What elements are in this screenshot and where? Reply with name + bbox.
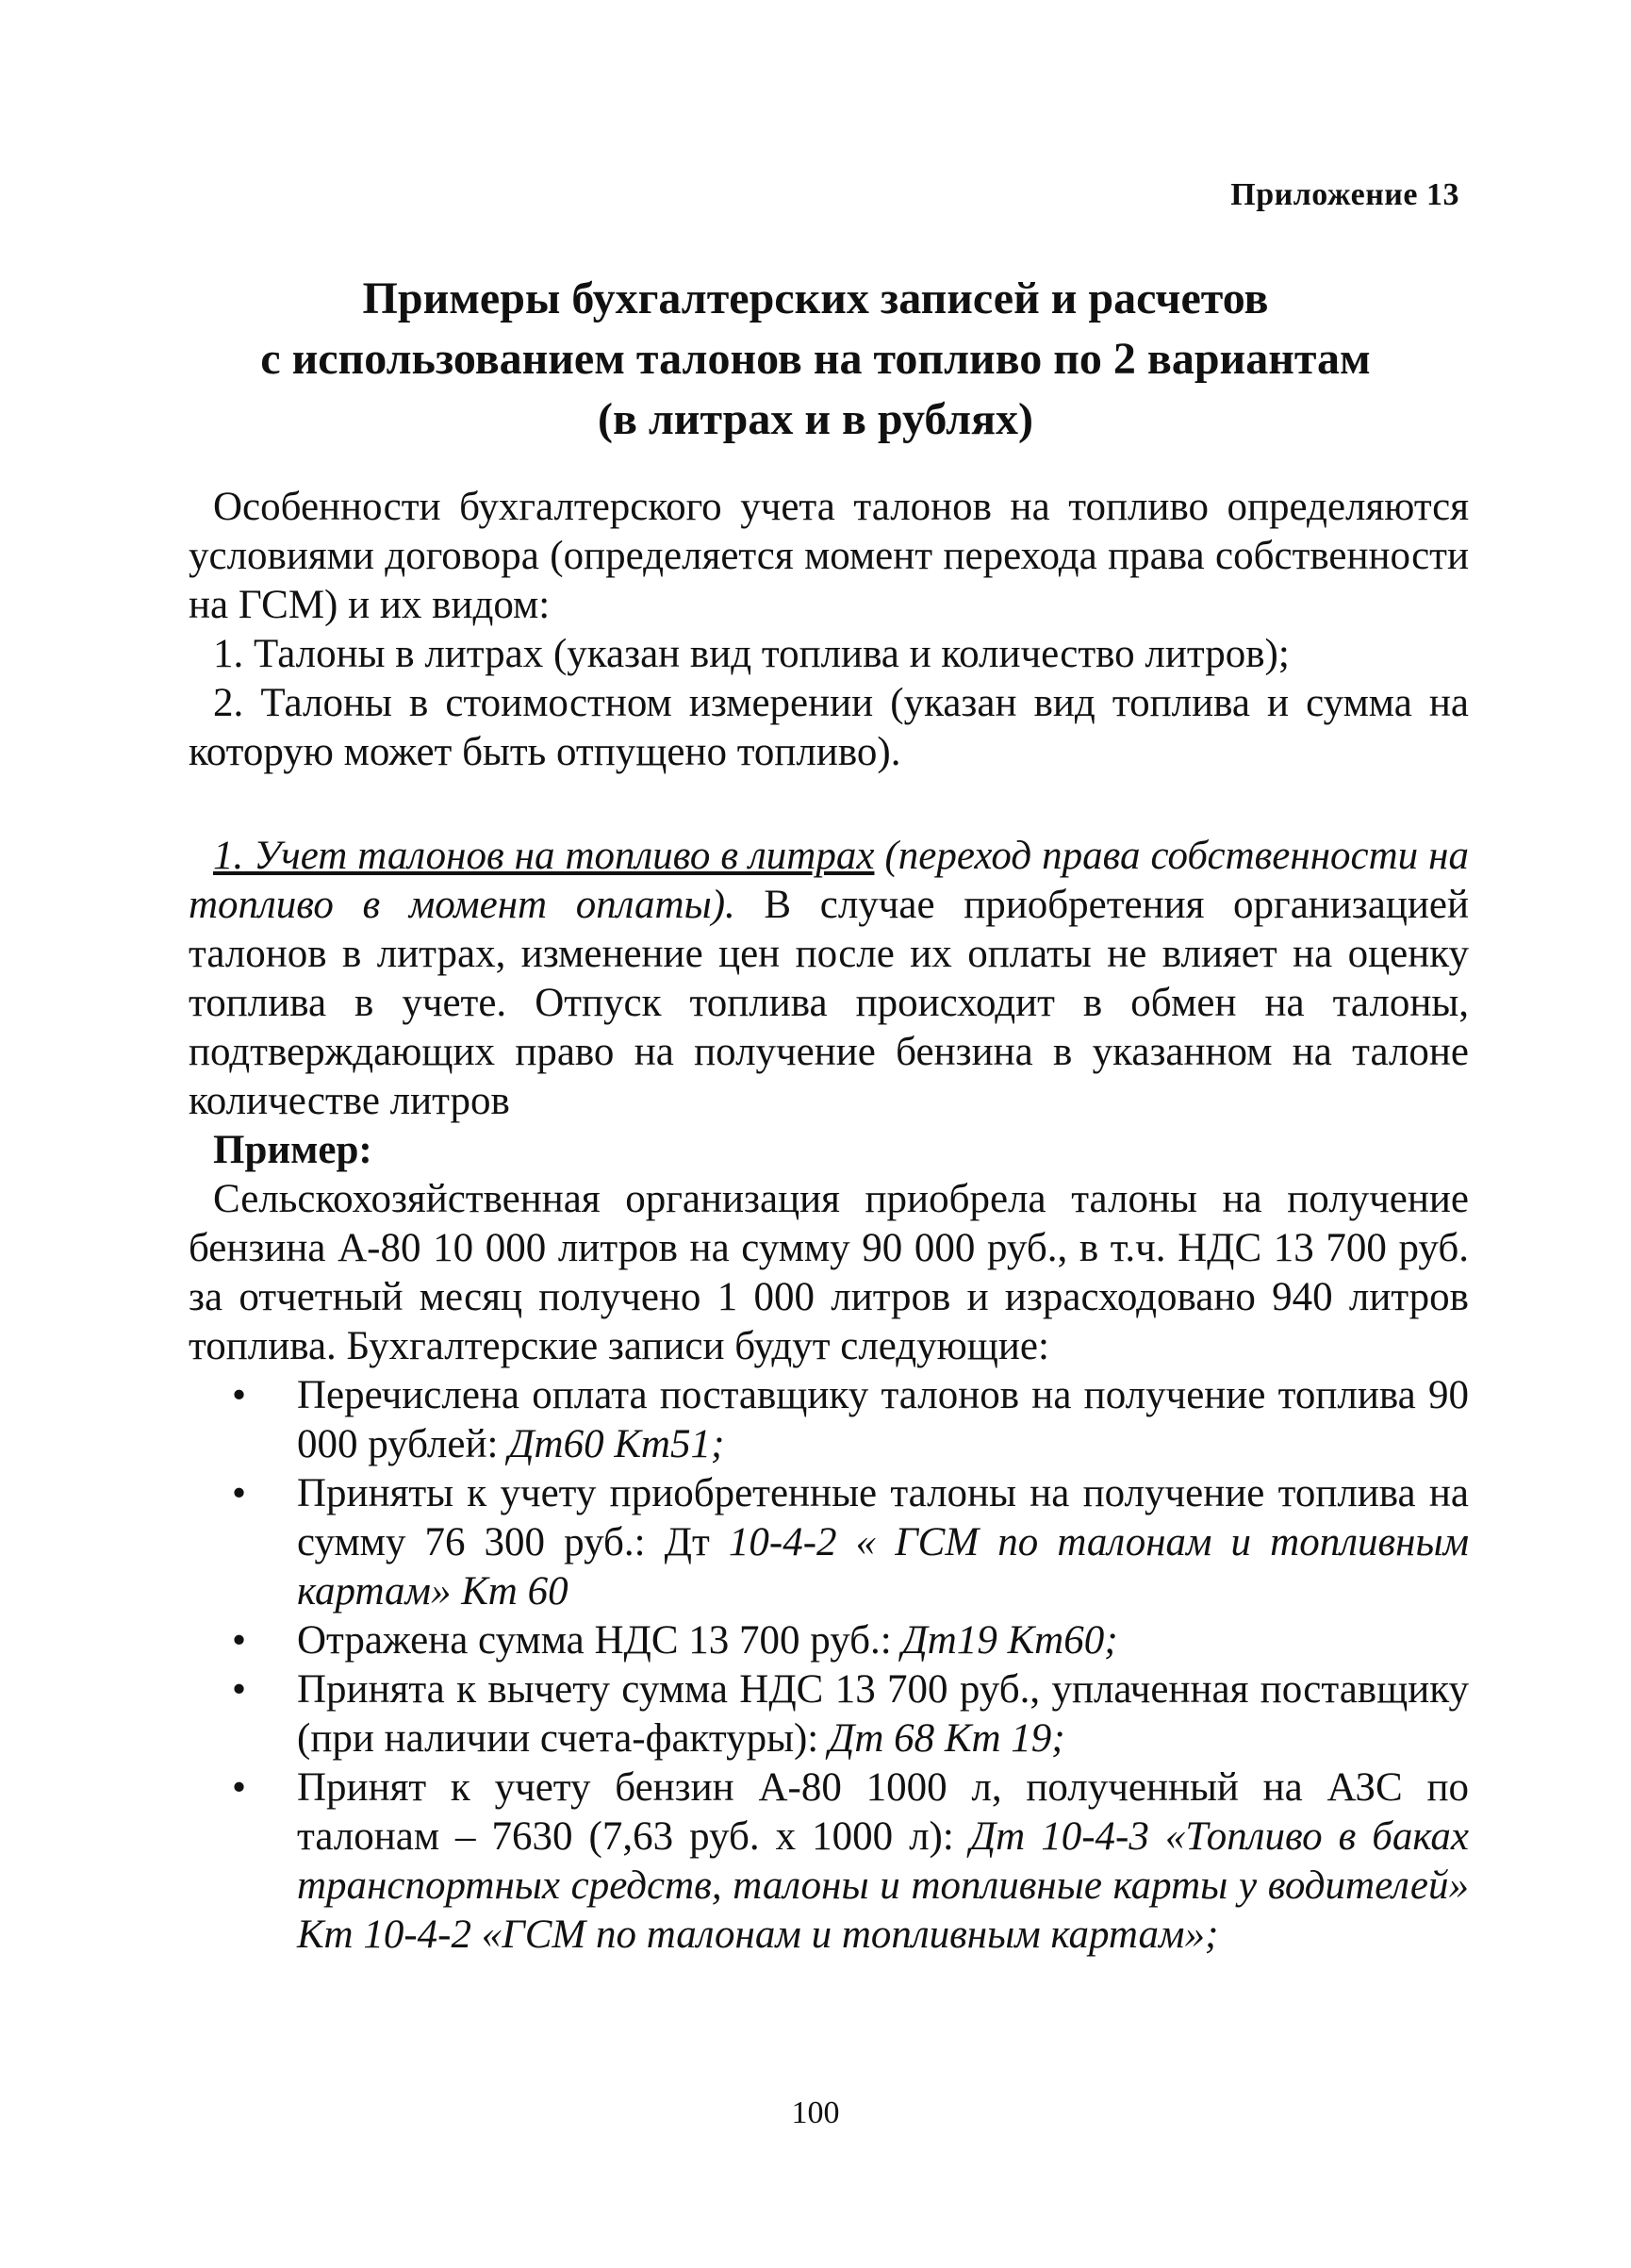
title-line-3: (в литрах и в рублях): [597, 394, 1034, 444]
entry-item: [189, 1763, 1469, 1960]
title-line-2: с использованием талонов на топливо по 2 вариантам: [260, 334, 1371, 384]
entry-text: Принят к учету бензин А-80 1000 л, полученный на АЗС по талонам – 7630 (7,63 руб. х 1000 л):: [297, 1765, 1469, 1859]
title-line-1: Примеры бухгалтерских записей и расчетов: [362, 273, 1269, 323]
bullet-icon: •: [232, 1667, 247, 1712]
bullet-icon: •: [232, 1618, 247, 1663]
entry-text: Приняты к учету приобретенные талоны на получение топлива на сумму 76 300 руб.: Дт: [297, 1471, 1469, 1564]
entry-text: Отражена сумма НДС 13 700 руб.:: [297, 1618, 902, 1663]
entry-item: [189, 1616, 1469, 1665]
entry-posting: 10-4-2 « ГСМ по талонам и топливным картам» Кт 60: [297, 1520, 1470, 1614]
example-text: Сельскохозяйственная организация приобрела талоны на получение бензина А-80 10 000 литров на сумму 90 000 руб., в т.ч. НДС 13 700 руб. за отчетный месяц получено 1 000 литров и израсходовано 940 литров топлива. Бухгалтерские записи будут следующие:: [189, 1177, 1469, 1368]
entry-posting: Дт19 Кт60;: [901, 1618, 1118, 1663]
entry-posting: Дт 68 Кт 19;: [829, 1716, 1065, 1761]
section-1-body: В случае приобретения организацией талонов в литрах, изменение цен после их оплаты не влияет на оценку топлива в учете. Отпуск топлива происходит в обмен на талоны, подтверждающих право на получение бензина в указанном на талоне количестве литров: [189, 883, 1469, 1123]
entries-list: [189, 1371, 1469, 1960]
entry-text: Принята к вычету сумма НДС 13 700 руб., уплаченная поставщику (при наличии счета-фактуры):: [297, 1667, 1469, 1761]
section-1-heading: 1. Учет талонов на топливо в литрах: [213, 834, 875, 878]
entry-item: [189, 1469, 1469, 1616]
page-number: 100: [791, 2095, 840, 2130]
entry-posting: Дт60 Кт51;: [508, 1422, 725, 1466]
intro-paragraph: Особенности бухгалтерского учета талонов на топливо определяются условиями договора (определяется момент перехода права собственности на ГСМ) и их видом:: [189, 485, 1469, 627]
appendix-label: Приложение 13: [1230, 177, 1459, 212]
example-label: Пример:: [213, 1128, 372, 1172]
bullet-icon: •: [232, 1765, 247, 1810]
intro-item-1: 1. Талоны в литрах (указан вид топлива и количество литров);: [213, 632, 1290, 676]
bullet-icon: •: [232, 1471, 247, 1515]
entry-text: Перечислена оплата поставщику талонов на получение топлива 90 000 рублей:: [297, 1373, 1469, 1466]
section-1-paragraph: [189, 832, 1469, 1126]
section-1: [189, 832, 1469, 1960]
bullet-icon: •: [232, 1373, 247, 1417]
intro-item-2: 2. Талоны в стоимостном измерении (указан вид топлива и сумма на которую может быть отпущено топливо).: [189, 681, 1469, 774]
section-1-subheading: (переход права собственности на топливо в момент оплаты).: [189, 834, 1470, 927]
intro-section: [189, 483, 1469, 777]
document-title: [189, 269, 1442, 450]
entry-posting: Дт 10-4-3 «Топливо в баках транспортных средств, талоны и топливные карты у водителей» Кт 10-4-2 «ГСМ по талонам и топливным картам»;: [297, 1814, 1469, 1957]
entry-item: [189, 1665, 1469, 1763]
entry-item: [189, 1371, 1469, 1469]
